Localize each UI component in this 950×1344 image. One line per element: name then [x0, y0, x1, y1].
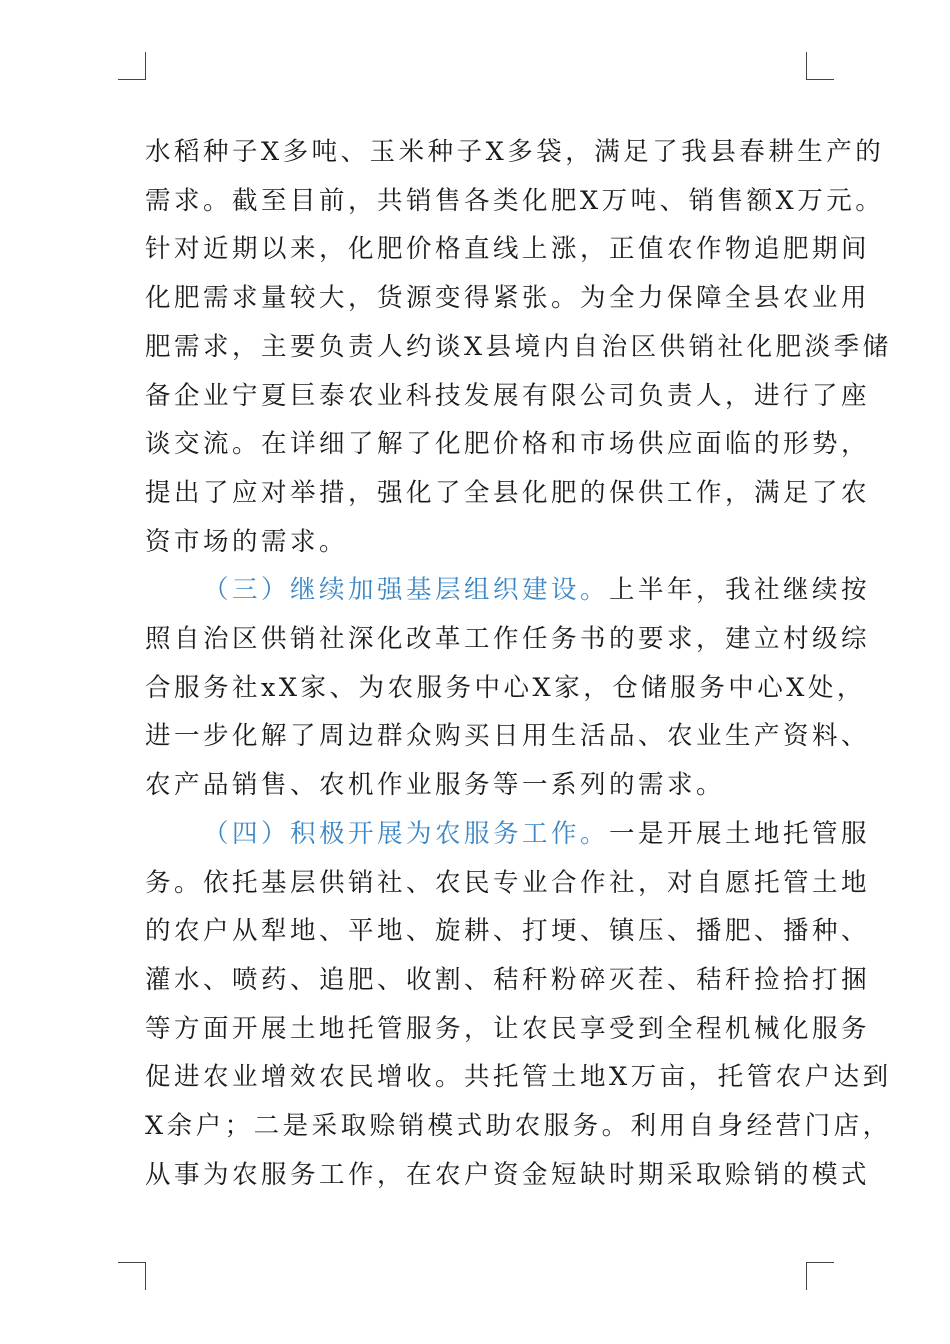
paragraph-supply [145, 128, 892, 566]
text-line: 提出了应对举措，强化了全县化肥的保供工作，满足了农 [145, 477, 871, 508]
section-heading-4: （四）积极开展为农服务工作。 [203, 818, 610, 849]
text-line: 灌水、喷药、追肥、收割、秸秆粉碎灭茬、秸秆捡拾打捆 [145, 964, 871, 995]
text-line: 肥需求，主要负责人约谈X县境内自治区供销社化肥淡季储 [145, 331, 892, 362]
crop-mark-bottom-right [806, 1262, 834, 1290]
text-line: 等方面开展土地托管服务，让农民享受到全程机械化服务 [145, 1013, 871, 1044]
text-line: 从事为农服务工作，在农户资金短缺时期采取赊销的模式 [145, 1159, 871, 1190]
text-fragment: 一是开展土地托管服 [609, 818, 871, 849]
text-line: 资市场的需求。 [145, 526, 349, 557]
text-line: 谈交流。在详细了解了化肥价格和市场供应面临的形势， [145, 429, 871, 460]
crop-mark-top-left [118, 52, 146, 80]
text-line: 的农户从犁地、平地、旋耕、打埂、镇压、播肥、播种、 [145, 916, 871, 947]
text-line: 化肥需求量较大，货源变得紧张。为全力保障全县农业用 [145, 283, 871, 314]
text-line: 农产品销售、农机作业服务等一系列的需求。 [145, 770, 726, 801]
text-line: 促进农业增效农民增收。共托管土地X万亩，托管农户达到 [145, 1062, 892, 1093]
text-line: 针对近期以来，化肥价格直线上涨，正值农作物追肥期间 [145, 234, 871, 265]
text-fragment: 上半年，我社继续按 [609, 575, 871, 606]
text-line [145, 810, 871, 859]
document-body [145, 128, 892, 1199]
crop-mark-top-right [806, 52, 834, 80]
text-line: 需求。截至目前，共销售各类化肥X万吨、销售额X万元。 [145, 185, 885, 216]
paragraph-service [145, 810, 892, 1200]
text-line: 备企业宁夏巨泰农业科技发展有限公司负责人，进行了座 [145, 380, 871, 411]
text-line: X余户；二是采取赊销模式助农服务。利用自身经营门店， [145, 1111, 892, 1142]
text-line: 进一步化解了周边群众购买日用生活品、农业生产资料、 [145, 721, 871, 752]
text-line [145, 566, 871, 615]
text-line: 照自治区供销社深化改革工作任务书的要求，建立村级综 [145, 624, 871, 655]
section-heading-3: （三）继续加强基层组织建设。 [203, 575, 610, 606]
text-line: 水稻种子X多吨、玉米种子X多袋，满足了我县春耕生产的 [145, 137, 885, 167]
text-line: 务。依托基层供销社、农民专业合作社，对自愿托管土地 [145, 867, 871, 898]
crop-mark-bottom-left [118, 1262, 146, 1290]
text-line: 合服务社xX家、为农服务中心X家，仓储服务中心X处， [145, 672, 866, 703]
paragraph-organization [145, 566, 871, 810]
